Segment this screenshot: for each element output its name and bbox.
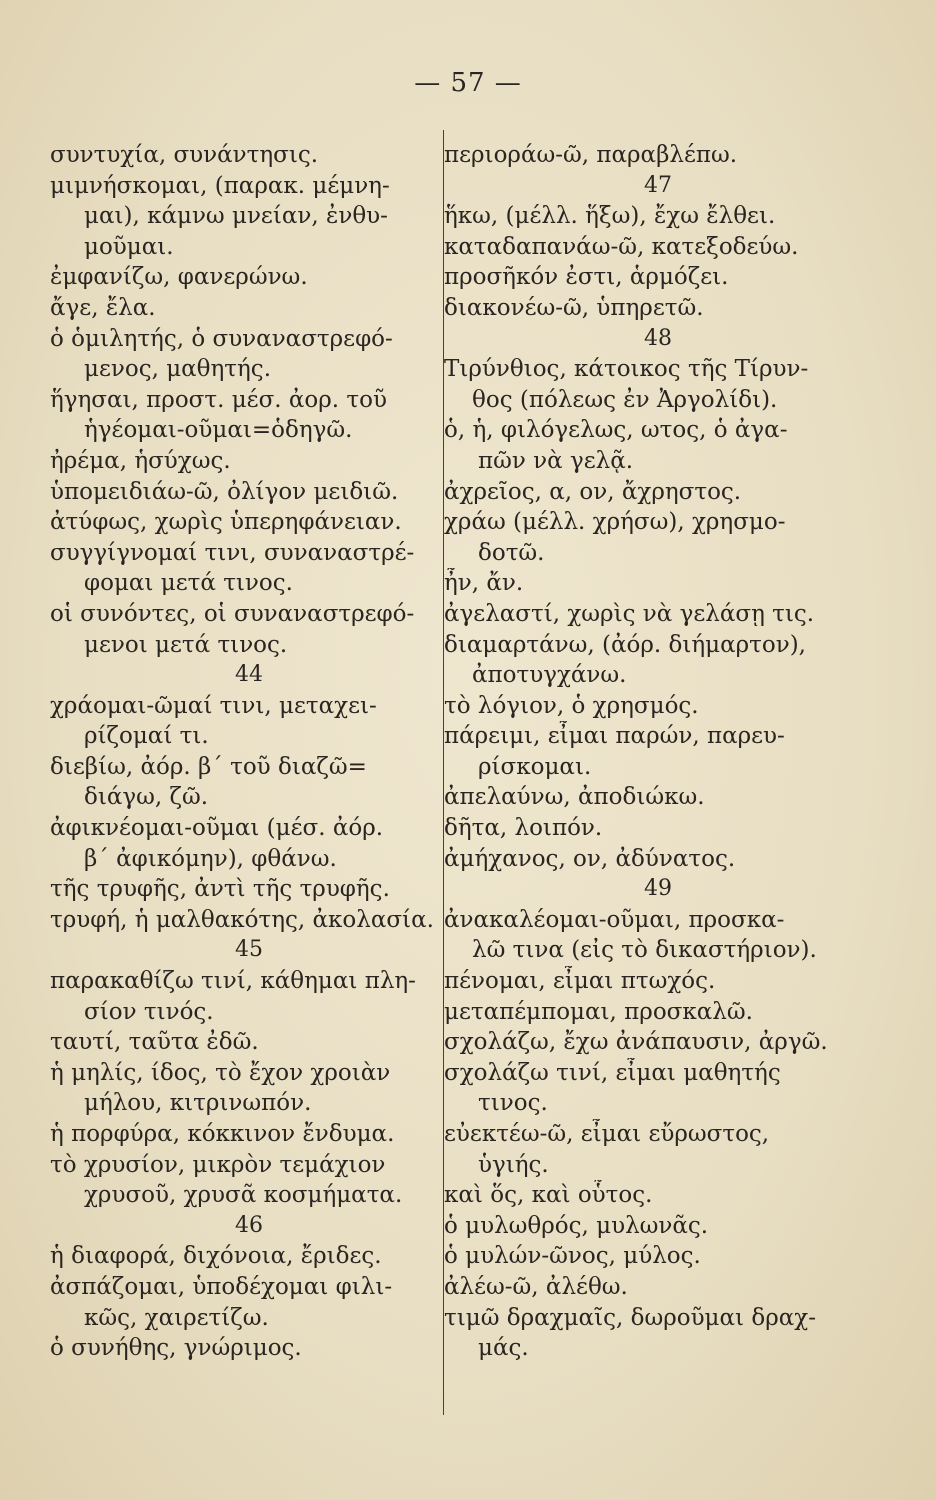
glossary-line: θος (πόλεως ἐν Ἀργολίδι). — [472, 386, 778, 413]
glossary-line: παρακαθίζω τινί, κάθημαι πλη- — [50, 968, 416, 995]
glossary-line: πένομαι, εἶμαι πτωχός. — [444, 968, 716, 995]
glossary-line: τὸ λόγιον, ὁ χρησμός. — [444, 692, 699, 719]
glossary-line: εὐεκτέω-ῶ, εἶμαι εὔρωστος, — [444, 1121, 770, 1147]
right-column — [438, 140, 878, 1364]
glossary-line: ἥγησαι, προστ. μέσ. ἀορ. τοῦ — [50, 386, 387, 413]
glossary-line: διακονέω-ῶ, ὑπηρετῶ. — [444, 294, 704, 321]
glossary-line: οἱ συνόντες, οἱ συναναστρεφό- — [50, 600, 415, 627]
glossary-line: β΄ ἀφικόμην), φθάνω. — [84, 845, 337, 872]
glossary-line: τὸ χρυσίον, μικρὸν τεμάχιον — [50, 1151, 386, 1178]
glossary-line: ὑγιής. — [478, 1151, 549, 1178]
glossary-line: σίον τινός. — [84, 998, 214, 1025]
glossary-line: ἀμήχανος, ον, ἀδύνατος. — [444, 845, 736, 872]
glossary-line: χράω (μέλλ. χρήσω), χρησμο- — [444, 509, 786, 536]
glossary-line: ἀλέω-ῶ, ἀλέθω. — [444, 1273, 628, 1300]
glossary-line: τῆς τρυφῆς, ἀντὶ τῆς τρυφῆς. — [50, 876, 390, 903]
section-number: 47 — [644, 172, 672, 198]
glossary-line: διεβίω, ἀόρ. β΄ τοῦ διαζῶ= — [50, 753, 367, 780]
page-number: — 57 — — [414, 68, 522, 98]
glossary-line: σχολάζω τινί, εἶμαι μαθητής — [444, 1059, 781, 1086]
glossary-line: Τιρύνθιος, κάτοικος τῆς Τίρυν- — [444, 356, 809, 383]
glossary-line: ἀτύφως, χωρὶς ὑπερηφάνειαν. — [50, 509, 402, 536]
glossary-line: ἄγε, ἔλα. — [50, 294, 156, 321]
glossary-line: χράομαι-ῶμαί τινι, μεταχει- — [50, 692, 377, 719]
glossary-line: πῶν νὰ γελᾷ. — [478, 447, 634, 474]
glossary-line: ὁ μυλωθρός, μυλωνᾶς. — [444, 1212, 709, 1239]
glossary-line: σχολάζω, ἔχω ἀνάπαυσιν, ἀργῶ. — [444, 1029, 828, 1056]
glossary-line: ἦν, ἄν. — [444, 570, 524, 597]
glossary-line: ἡ πορφύρα, κόκκινον ἔνδυμα. — [50, 1121, 395, 1147]
glossary-line: ὑπομειδιάω-ῶ, ὀλίγον μειδιῶ. — [50, 478, 399, 505]
glossary-line: ἀπελαύνω, ἀποδιώκω. — [444, 784, 705, 811]
glossary-line: ρίσκομαι. — [478, 753, 592, 780]
glossary-line: διάγω, ζῶ. — [84, 784, 209, 811]
glossary-line: μαι), κάμνω μνείαν, ἐνθυ- — [84, 203, 388, 230]
glossary-line: μοῦμαι. — [84, 233, 174, 260]
glossary-line: ἀχρεῖος, α, ον, ἄχρηστος. — [444, 478, 742, 505]
glossary-line: μενοι μετά τινος. — [84, 631, 288, 658]
glossary-line: τρυφή, ἡ μαλθακότης, ἀκολασία. — [50, 906, 434, 933]
glossary-line: δοτῶ. — [478, 539, 545, 566]
glossary-line: ἀποτυγχάνω. — [472, 662, 627, 689]
glossary-line: τινος. — [478, 1090, 548, 1117]
glossary-line: χρυσοῦ, χρυσᾶ κοσμήματα. — [84, 1182, 403, 1209]
glossary-line: ταυτί, ταῦτα ἐδῶ. — [50, 1029, 259, 1056]
glossary-line: περιοράω-ῶ, παραβλέπω. — [444, 142, 738, 168]
section-number: 45 — [235, 937, 263, 963]
glossary-line: συγγίγνομαί τινι, συναναστρέ- — [50, 539, 415, 566]
glossary-line: κῶς, χαιρετίζω. — [84, 1304, 269, 1331]
glossary-line: ἀνακαλέομαι-οῦμαι, προσκα- — [444, 906, 785, 933]
glossary-line: μήλου, κιτρινωπόν. — [84, 1090, 312, 1117]
glossary-line: πάρειμι, εἶμαι παρών, παρευ- — [444, 723, 785, 750]
glossary-line: ὁ συνήθης, γνώριμος. — [50, 1335, 302, 1362]
glossary-line: διαμαρτάνω, (ἀόρ. διήμαρτον), — [444, 631, 806, 658]
glossary-line: μενος, μαθητής. — [84, 356, 271, 383]
glossary-line: μιμνήσκομαι, (παρακ. μέμνη- — [50, 172, 390, 199]
glossary-line: δῆτα, λοιπόν. — [444, 815, 603, 842]
glossary-line: συντυχία, συνάντησις. — [50, 142, 319, 168]
glossary-line: ἡ μηλίς, ίδος, τὸ ἔχον χροιὰν — [50, 1059, 391, 1086]
glossary-line: ἥκω, (μέλλ. ἥξω), ἔχω ἔλθει. — [444, 203, 776, 230]
glossary-line: ἡγέομαι-οῦμαι=ὁδηγῶ. — [84, 417, 353, 444]
glossary-line: ἠρέμα, ἡσύχως. — [50, 447, 231, 474]
glossary-line: καταδαπανάω-ῶ, κατεξοδεύω. — [444, 233, 799, 260]
section-number: 48 — [644, 325, 672, 351]
glossary-line: ὁ μυλών-ῶνος, μύλος. — [444, 1243, 701, 1270]
section-number: 44 — [235, 662, 263, 688]
glossary-line: ἀσπάζομαι, ὑποδέχομαι φιλι- — [50, 1273, 393, 1300]
glossary-line: λῶ τινα (εἰς τὸ δικαστήριον). — [472, 937, 817, 964]
glossary-line: ἀγελαστί, χωρὶς νὰ γελάσῃ τις. — [444, 600, 815, 627]
glossary-line: ἐμφανίζω, φανερώνω. — [50, 264, 308, 291]
glossary-line: ἡ διαφορά, διχόνοια, ἔριδες. — [50, 1243, 382, 1270]
glossary-line: ὁ ὁμιλητής, ὁ συναναστρεφό- — [50, 325, 393, 352]
glossary-line: ρίζομαί τι. — [84, 723, 209, 750]
glossary-line: μεταπέμπομαι, προσκαλῶ. — [444, 998, 753, 1025]
glossary-line: ἀφικνέομαι-οῦμαι (μέσ. ἀόρ. — [50, 815, 384, 842]
section-number: 49 — [644, 876, 672, 902]
glossary-line: φομαι μετά τινος. — [84, 570, 293, 597]
glossary-line: τιμῶ δραχμαῖς, δωροῦμαι δραχ- — [444, 1304, 816, 1331]
glossary-line: προσῆκόν ἐστι, ἁρμόζει. — [444, 264, 729, 291]
glossary-line: καὶ ὅς, καὶ οὗτος. — [444, 1182, 653, 1209]
glossary-line: ὁ, ἡ, φιλόγελως, ωτος, ὁ ἀγα- — [444, 417, 788, 444]
left-column — [50, 140, 438, 1364]
section-number: 46 — [235, 1212, 263, 1238]
glossary-line: μάς. — [478, 1335, 529, 1362]
